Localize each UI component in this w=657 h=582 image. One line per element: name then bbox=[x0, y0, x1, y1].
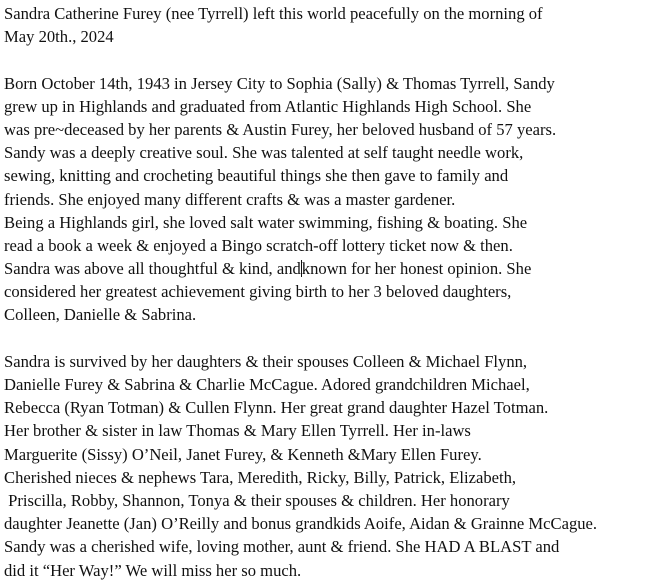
text-line: Being a Highlands girl, she loved salt water swimming, fishing & boating. She bbox=[4, 212, 528, 232]
text-line: Sandra Catherine Furey (nee Tyrrell) left this world peacefully on the morning of bbox=[4, 4, 543, 23]
text-after-caret: known for her honest opinion. She bbox=[301, 259, 532, 279]
text-line: sewing, knitting and crocheting beautiful things she then gave to family and bbox=[4, 166, 509, 186]
text-line: Marguerite (Sissy) O’Neil, Janet Furey, & Kenneth &Mary Ellen Furey. bbox=[4, 444, 482, 464]
text-line: was pre~deceased by her parents & Austin Furey, her beloved husband of 57 years. bbox=[4, 119, 557, 139]
text-line: did it “Her Way!” We will miss her so much. bbox=[4, 560, 302, 580]
text-line: Rebecca (Ryan Totman) & Cullen Flynn. Her great grand daughter Hazel Totman. bbox=[4, 398, 549, 418]
text-line: Colleen, Danielle & Sabrina. bbox=[4, 305, 197, 325]
paragraph-opening bbox=[4, 2, 657, 48]
text-line: Born October 14th, 1943 in Jersey City to Sophia (Sally) & Thomas Tyrrell, Sandy bbox=[4, 73, 555, 93]
text-line: Her brother & sister in law Thomas & Mary Ellen Tyrrell. Her in-laws bbox=[4, 421, 471, 441]
text-line: Sandy was a cherished wife, loving mother, aunt & friend. She HAD A BLAST and bbox=[4, 537, 560, 557]
paragraph-spacer bbox=[4, 327, 657, 350]
text-line: May 20th., 2024 bbox=[4, 27, 114, 47]
text-line: Danielle Furey & Sabrina & Charlie McCague. Adored grandchildren Michael, bbox=[4, 375, 530, 394]
text-line: Priscilla, Robby, Shannon, Tonya & their spouses & children. Her honorary bbox=[4, 490, 510, 510]
text-line: read a book a week & enjoyed a Bingo scratch-off lottery ticket now & then. bbox=[4, 235, 513, 255]
paragraph-biography bbox=[4, 72, 657, 327]
text-before-caret: Sandra was above all thoughtful & kind, and bbox=[4, 259, 301, 279]
text-line: Sandy was a deeply creative soul. She was talented at self taught needle work, bbox=[4, 143, 524, 163]
paragraph-survivors bbox=[4, 350, 657, 582]
text-line-with-caret bbox=[4, 257, 657, 280]
paragraph-spacer bbox=[4, 48, 657, 71]
text-line: daughter Jeanette (Jan) O’Reilly and bonus grandkids Aoife, Aidan & Grainne McCague. bbox=[4, 514, 598, 534]
text-line: friends. She enjoyed many different crafts & was a master gardener. bbox=[4, 189, 456, 209]
text-line: Sandra is survived by her daughters & their spouses Colleen & Michael Flynn, bbox=[4, 351, 528, 371]
text-line: grew up in Highlands and graduated from Atlantic Highlands High School. She bbox=[4, 96, 532, 116]
text-line: considered her greatest achievement giving birth to her 3 beloved daughters, bbox=[4, 282, 512, 302]
text-line: Cherished nieces & nephews Tara, Meredith, Ricky, Billy, Patrick, Elizabeth, bbox=[4, 467, 517, 487]
